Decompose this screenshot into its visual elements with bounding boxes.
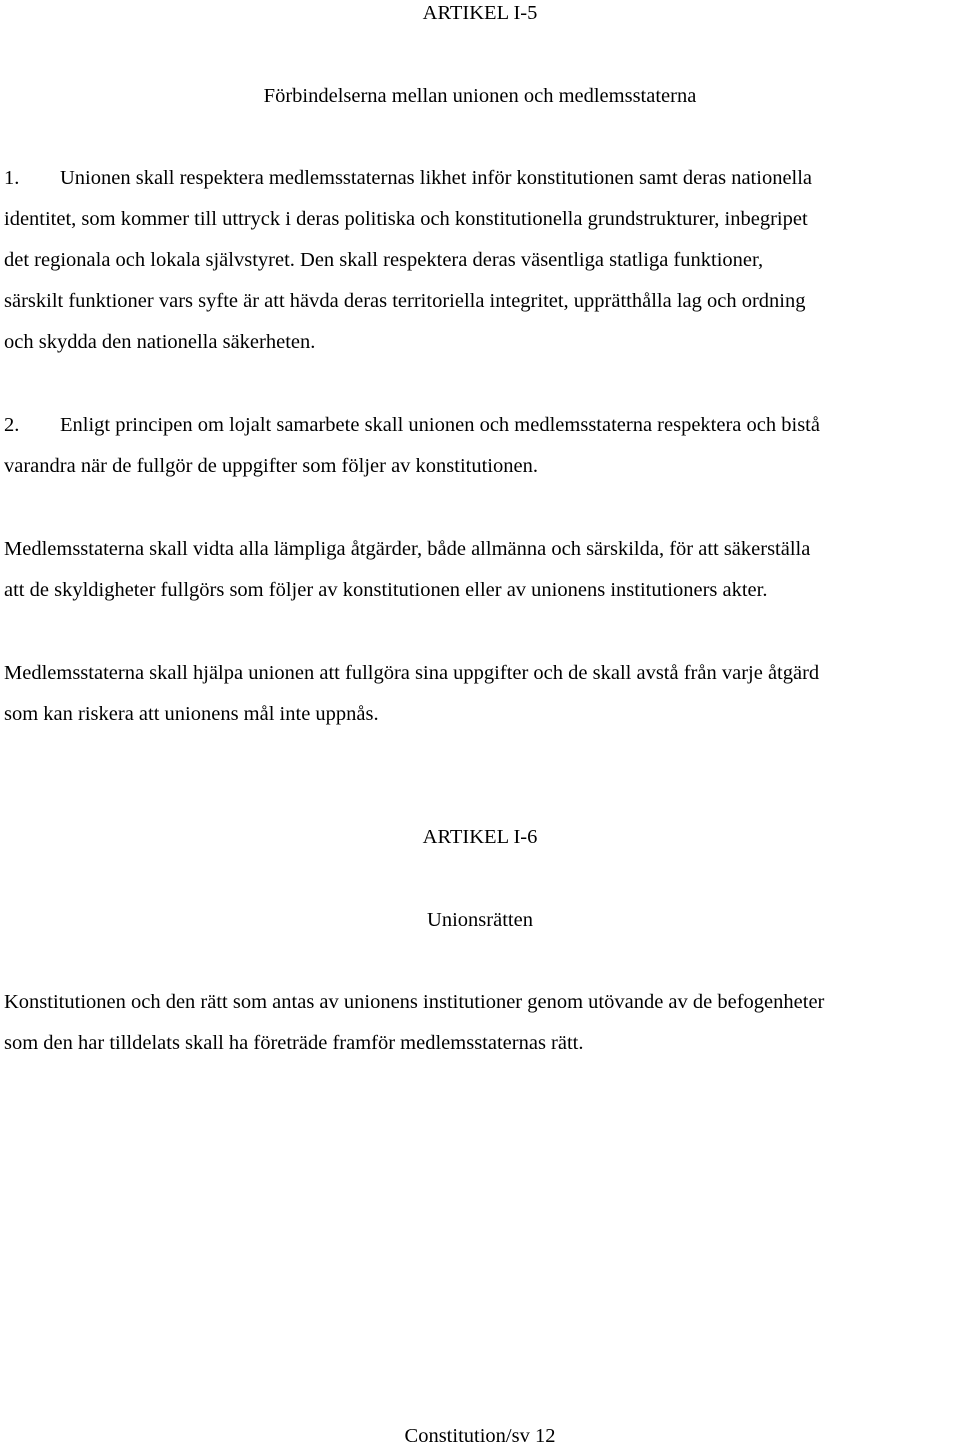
paragraph-line: särskilt funktioner vars syfte är att hävda deras territoriella integritet, upprätthålla lag och ordning <box>4 290 806 312</box>
paragraph-line: Medlemsstaterna skall vidta alla lämpliga åtgärder, både allmänna och särskilda, för att säkerställa <box>4 538 811 560</box>
paragraph-line: identitet, som kommer till uttryck i deras politiska och konstitutionella grundstrukturer, inbegripet <box>4 208 808 230</box>
paragraph-line: som den har tilldelats skall ha företräde framför medlemsstaternas rätt. <box>4 1032 584 1054</box>
article-5-heading: ARTIKEL I-5 <box>422 2 538 24</box>
paragraph-number: 1. <box>4 167 20 189</box>
paragraph-line <box>4 168 812 189</box>
article-5-title: Förbindelserna mellan unionen och medlemsstaterna <box>263 85 697 107</box>
paragraph-line: det regionala och lokala självstyret. Den skall respektera deras väsentliga statliga funktioner, <box>4 249 764 271</box>
page-footer-label: Constitution/sv 12 <box>404 1425 556 1447</box>
paragraph-number: 2. <box>4 414 20 436</box>
paragraph-line: Konstitutionen och den rätt som antas av unionens institutioner genom utövande av de befogenheter <box>4 991 825 1013</box>
paragraph-line: och skydda den nationella säkerheten. <box>4 331 316 353</box>
paragraph-line: som kan riskera att unionens mål inte uppnås. <box>4 703 379 725</box>
paragraph-line <box>4 415 820 436</box>
paragraph-line: varandra när de fullgör de uppgifter som följer av konstitutionen. <box>4 455 538 477</box>
paragraph-line: Medlemsstaterna skall hjälpa unionen att fullgöra sina uppgifter och de skall avstå från varje åtgärd <box>4 662 820 684</box>
article-6-heading: ARTIKEL I-6 <box>422 826 538 848</box>
paragraph-text: Unionen skall respektera medlemsstaternas likhet inför konstitutionen samt deras nationella <box>60 167 813 189</box>
paragraph-text: Enligt principen om lojalt samarbete skall unionen och medlemsstaterna respektera och bistå <box>60 414 820 436</box>
article-6-title: Unionsrätten <box>427 909 533 931</box>
paragraph-line: att de skyldigheter fullgörs som följer av konstitutionen eller av unionens institutioners akter. <box>4 579 768 601</box>
